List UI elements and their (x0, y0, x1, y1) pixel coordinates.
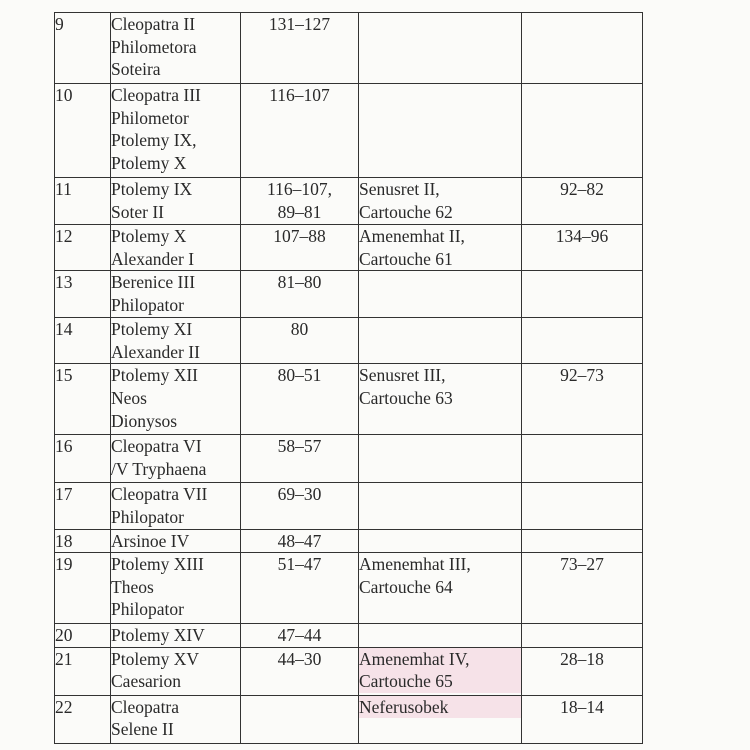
row-number-cell (55, 178, 111, 225)
ruler-name-line: Cleopatra VI (111, 436, 202, 457)
ruler-name-line: Theos (111, 576, 154, 597)
ruler-name-line: Ptolemy XIII (111, 554, 204, 575)
corresponding-years-cell (522, 225, 643, 271)
corresponding-years-cell (522, 271, 643, 318)
row-number: 19 (55, 554, 73, 575)
reign-years-cell (241, 13, 359, 84)
reign-years-line: 107–88 (273, 226, 326, 246)
ruler-table-body (55, 13, 643, 744)
reign-years-line: 69–30 (277, 484, 322, 505)
ruler-name-line: Ptolemy XIV (111, 625, 205, 646)
ruler-name-cell (111, 529, 241, 553)
row-number-cell (55, 553, 111, 624)
ruler-name-cell (111, 435, 241, 483)
corresponding-years-cell (522, 483, 643, 529)
corresponding-years-cell (522, 318, 643, 364)
reign-years-cell (241, 624, 359, 648)
reign-years-cell (241, 695, 359, 743)
cartouche-cell (359, 695, 522, 743)
cartouche-line: Amenemhat II, (359, 226, 465, 246)
ruler-name-line: Ptolemy XII (111, 365, 199, 386)
corresponding-years: 28–18 (560, 648, 604, 669)
cartouche-line: Cartouche 61 (359, 248, 453, 269)
reign-years-cell (241, 178, 359, 225)
table-row (55, 364, 643, 435)
cartouche-cell (359, 364, 522, 435)
row-number-cell (55, 225, 111, 271)
cartouche-cell (359, 13, 522, 84)
ruler-name-cell (111, 178, 241, 225)
reign-years-line: 80 (290, 319, 309, 340)
ruler-name-line: Alexander II (111, 341, 200, 362)
table-row (55, 13, 643, 84)
ruler-name-line: Soter II (111, 201, 164, 222)
corresponding-years: 92–82 (560, 179, 604, 199)
table-row (55, 483, 643, 529)
ruler-name-line: /V Tryphaena (111, 458, 207, 479)
row-number-cell (55, 271, 111, 318)
row-number: 20 (55, 625, 73, 646)
reign-years-cell (241, 553, 359, 624)
row-number-cell (55, 695, 111, 743)
corresponding-years-cell (522, 178, 643, 225)
ruler-table (54, 12, 643, 744)
reign-years-line: 131–127 (268, 14, 331, 34)
cartouche-cell (359, 84, 522, 178)
reign-years-cell (241, 364, 359, 435)
row-number: 15 (55, 365, 73, 386)
ruler-name-cell (111, 84, 241, 178)
reign-years-cell (241, 529, 359, 553)
corresponding-years-cell (522, 647, 643, 695)
ruler-name-cell (111, 364, 241, 435)
cartouche-cell (359, 647, 522, 695)
ruler-name-line: Neos (111, 387, 147, 408)
reign-years-line: 81–80 (277, 272, 322, 293)
cartouche-cell (359, 483, 522, 529)
corresponding-years-cell (522, 695, 643, 743)
corresponding-years-cell (522, 553, 643, 624)
cartouche-line: Amenemhat IV, (359, 648, 521, 671)
table-row (55, 647, 643, 695)
row-number: 18 (55, 530, 73, 551)
ruler-name-cell (111, 553, 241, 624)
ruler-name-line: Philometora (111, 36, 197, 57)
corresponding-years-cell (522, 364, 643, 435)
row-number-cell (55, 624, 111, 648)
ruler-name-line: Ptolemy X (111, 226, 187, 246)
cartouche-line: Neferusobek (359, 696, 521, 719)
row-number: 16 (55, 436, 73, 457)
row-number: 22 (55, 696, 73, 717)
ruler-name-line: Ptolemy XI (111, 319, 193, 340)
ruler-name-cell (111, 695, 241, 743)
ruler-name-line: Philopator (111, 506, 184, 527)
reign-years-cell (241, 84, 359, 178)
cartouche-cell (359, 225, 522, 271)
corresponding-years-cell (522, 13, 643, 84)
table-row (55, 178, 643, 225)
cartouche-cell (359, 553, 522, 624)
ruler-name-line: Ptolemy XV (111, 648, 199, 669)
ruler-name-cell (111, 483, 241, 529)
table-row (55, 435, 643, 483)
reign-years-line: 116–107, (267, 179, 332, 199)
row-number: 10 (55, 85, 73, 105)
ruler-name-line: Cleopatra (111, 696, 180, 717)
cartouche-cell (359, 178, 522, 225)
corresponding-years-cell (522, 529, 643, 553)
reign-years-line: 51–47 (277, 554, 322, 575)
ruler-name-cell (111, 13, 241, 84)
ruler-name-line: Berenice III (111, 272, 196, 293)
row-number: 13 (55, 272, 73, 293)
table-row (55, 624, 643, 648)
ruler-name-line: Dionysos (111, 410, 178, 431)
reign-years-line: 48–47 (277, 530, 322, 551)
row-number-cell (55, 529, 111, 553)
row-number-cell (55, 318, 111, 364)
cartouche-line: Cartouche 63 (359, 387, 453, 408)
table-row (55, 695, 643, 743)
table-row (55, 84, 643, 178)
ruler-name-cell (111, 647, 241, 695)
cartouche-line: Senusret III, (359, 365, 446, 386)
ruler-name-cell (111, 225, 241, 271)
corresponding-years-cell (522, 624, 643, 648)
cartouche-cell (359, 435, 522, 483)
row-number: 21 (55, 648, 73, 669)
reign-years-cell (241, 647, 359, 695)
table-row (55, 553, 643, 624)
reign-years-line: 89–81 (277, 201, 322, 222)
ruler-name-line: Cleopatra III (111, 85, 201, 105)
cartouche-line: Senusret II, (359, 179, 440, 199)
corresponding-years: 134–96 (555, 226, 609, 246)
ruler-name-line: Selene II (111, 719, 174, 740)
reign-years-line: 80–51 (277, 365, 322, 386)
table-row (55, 271, 643, 318)
row-number: 9 (55, 14, 64, 34)
table-row (55, 318, 643, 364)
corresponding-years: 92–73 (560, 365, 604, 386)
table-row (55, 529, 643, 553)
ruler-name-line: Ptolemy IX (111, 179, 193, 199)
reign-years-line: 47–44 (277, 625, 322, 646)
cartouche-line: Cartouche 65 (359, 670, 521, 693)
reign-years-cell (241, 318, 359, 364)
row-number-cell (55, 647, 111, 695)
ruler-name-cell (111, 624, 241, 648)
ruler-name-line: Caesarion (111, 671, 181, 692)
reign-years-cell (241, 483, 359, 529)
row-number-cell (55, 13, 111, 84)
table-row (55, 225, 643, 271)
ruler-name-line: Philopator (111, 599, 184, 620)
cartouche-line: Amenemhat III, (359, 554, 471, 575)
ruler-name-line: Ptolemy IX, (111, 130, 197, 151)
cartouche-cell (359, 271, 522, 318)
ruler-name-line: Alexander I (111, 248, 195, 269)
ruler-name-line: Philopator (111, 294, 184, 315)
reign-years-line: 58–57 (277, 436, 322, 457)
row-number-cell (55, 435, 111, 483)
cartouche-line: Cartouche 62 (359, 201, 453, 222)
corresponding-years: 73–27 (560, 554, 604, 575)
row-number: 12 (55, 226, 73, 246)
cartouche-cell (359, 624, 522, 648)
row-number-cell (55, 84, 111, 178)
row-number-cell (55, 483, 111, 529)
ruler-name-cell (111, 318, 241, 364)
ruler-name-cell (111, 271, 241, 318)
ruler-name-line: Philometor (111, 107, 189, 128)
cartouche-cell (359, 529, 522, 553)
cartouche-line: Cartouche 64 (359, 576, 453, 597)
reign-years-cell (241, 225, 359, 271)
reign-years-cell (241, 271, 359, 318)
row-number: 17 (55, 484, 73, 505)
reign-years-line: 44–30 (277, 648, 322, 669)
ruler-name-line: Soteira (111, 59, 161, 80)
row-number: 14 (55, 319, 73, 340)
ruler-name-line: Arsinoe IV (111, 530, 190, 551)
ruler-name-line: Cleopatra VII (111, 484, 208, 505)
ruler-name-line: Ptolemy X (111, 152, 187, 173)
reign-years-cell (241, 435, 359, 483)
ruler-name-line: Cleopatra II (111, 14, 196, 34)
corresponding-years: 18–14 (560, 696, 604, 717)
row-number-cell (55, 364, 111, 435)
row-number: 11 (55, 179, 72, 199)
cartouche-cell (359, 318, 522, 364)
reign-years-line: 116–107 (269, 85, 330, 105)
corresponding-years-cell (522, 84, 643, 178)
corresponding-years-cell (522, 435, 643, 483)
